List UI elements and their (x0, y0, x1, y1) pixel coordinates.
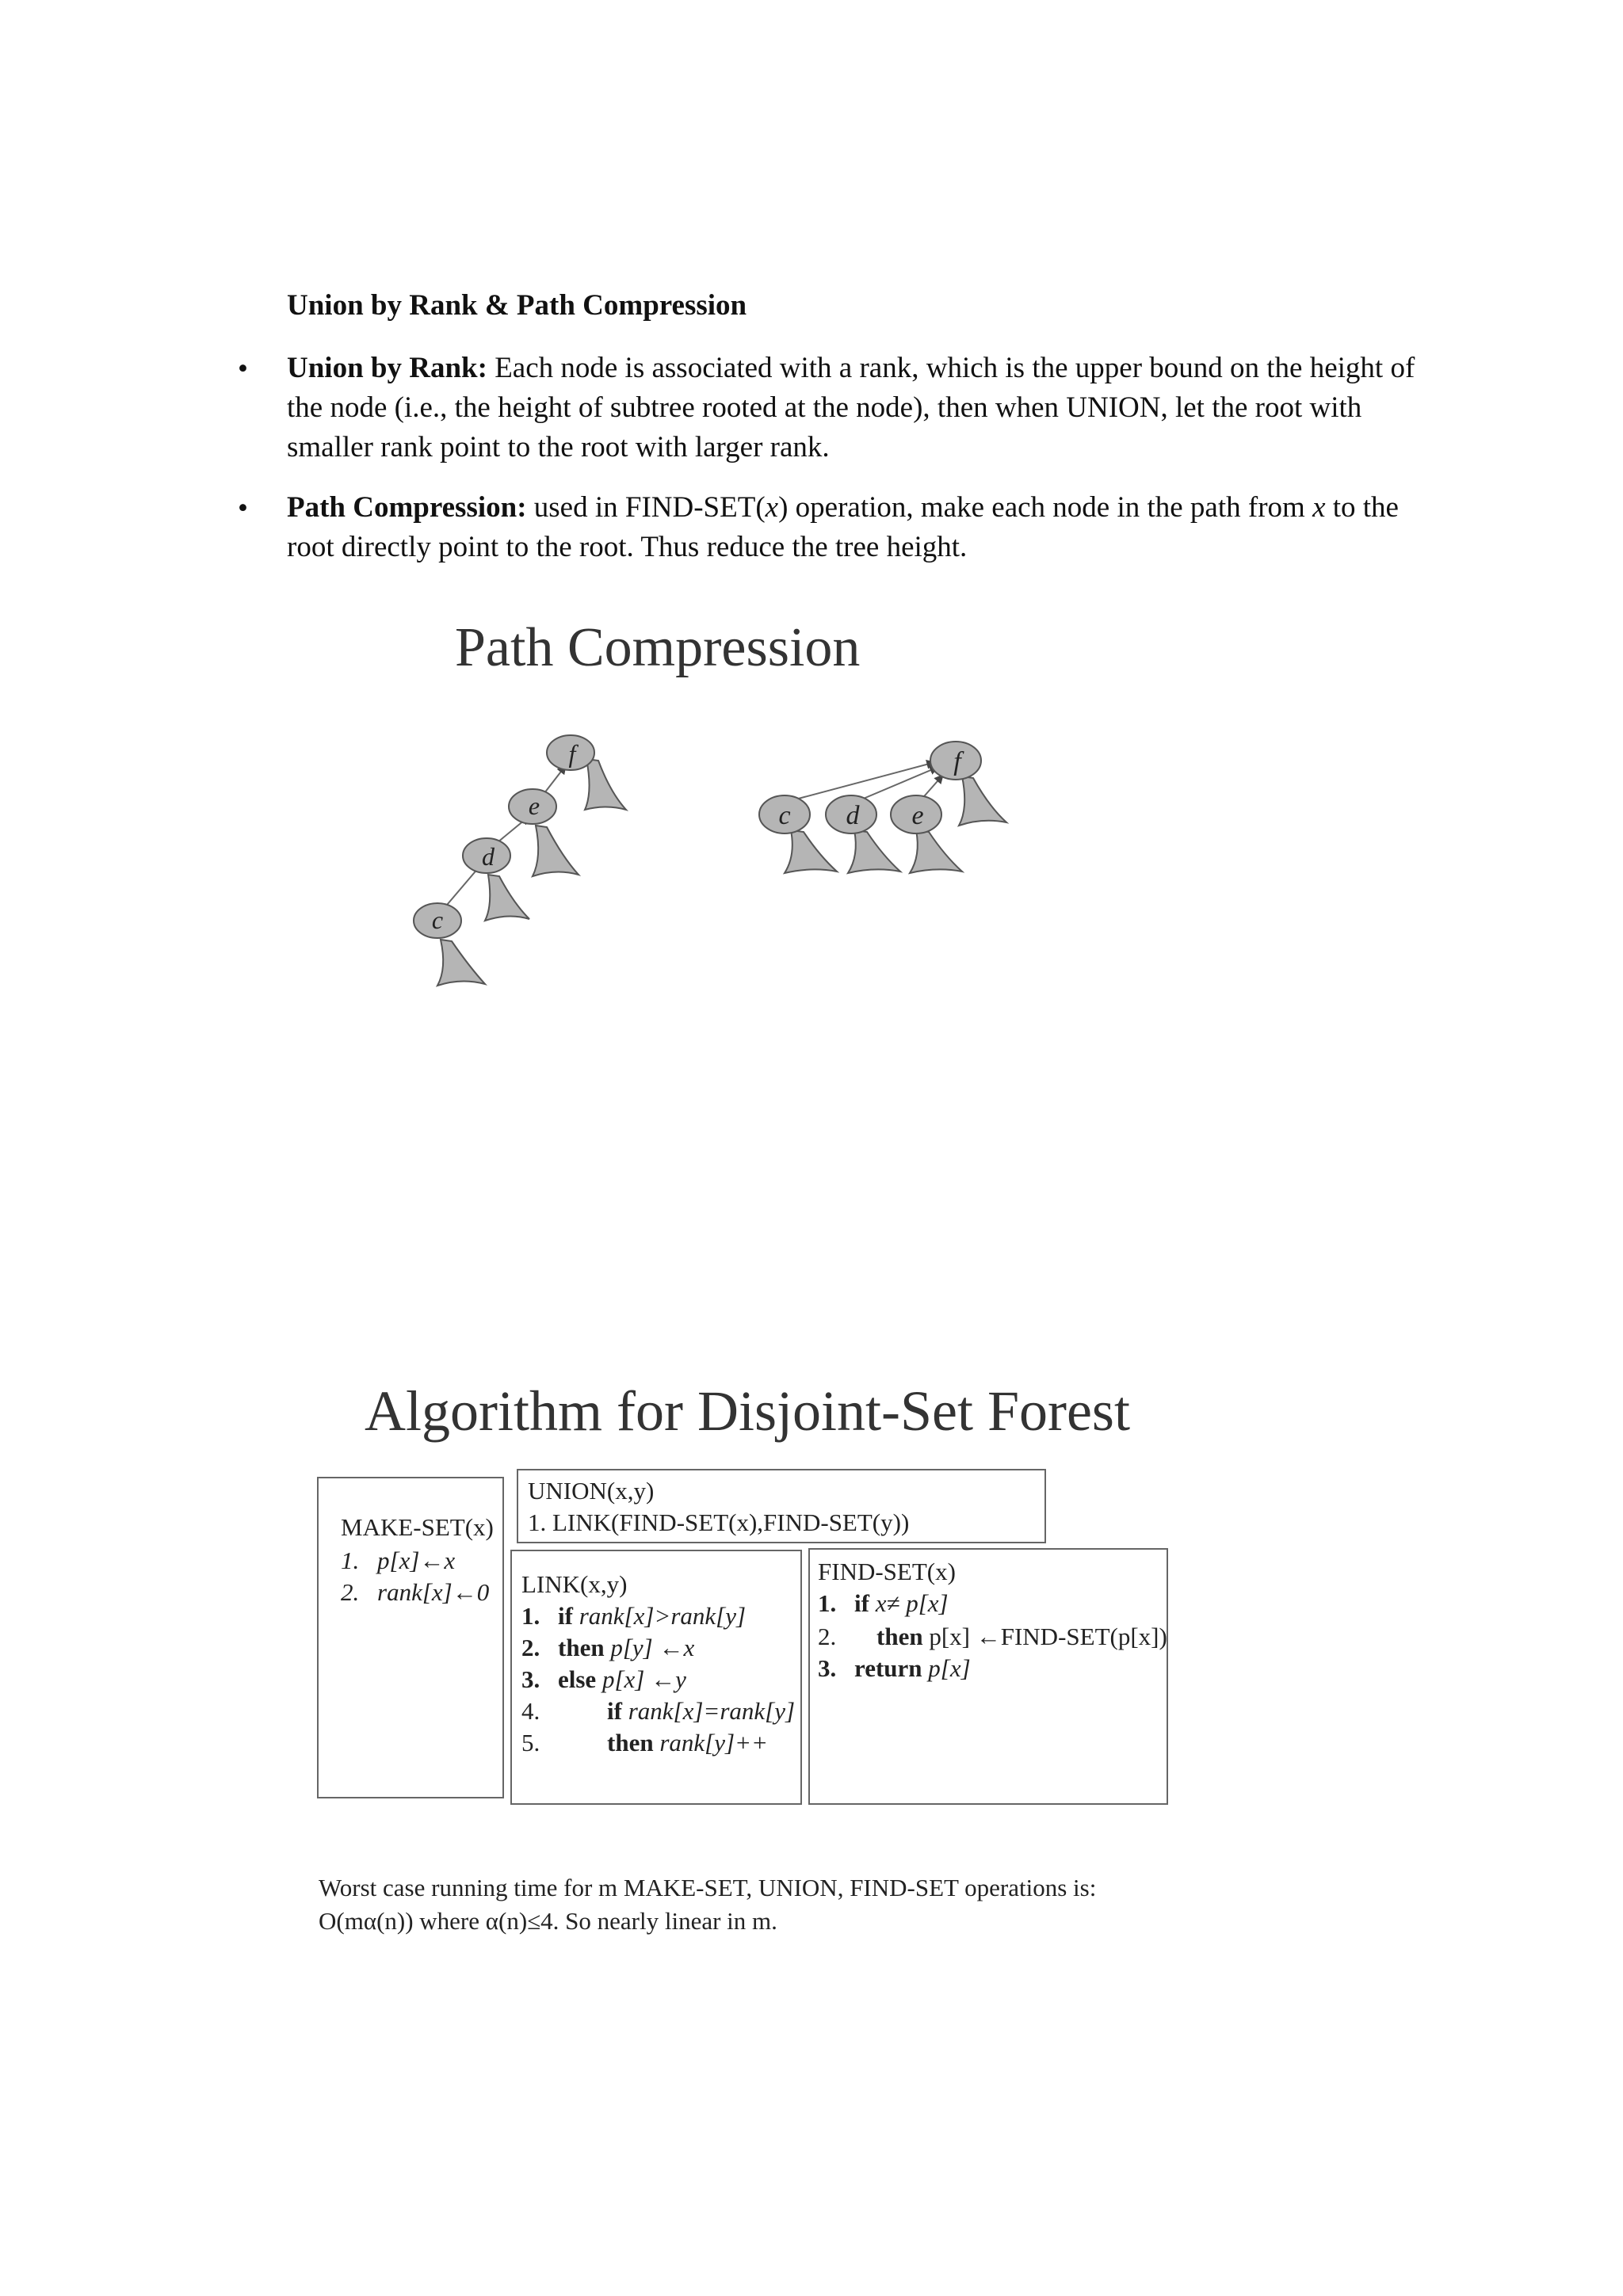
keyword: if (558, 1602, 573, 1630)
line-text: x≠ p[x] (869, 1589, 949, 1617)
before-tree (414, 735, 626, 986)
find-set-header: FIND-SET(x) (818, 1558, 956, 1585)
bullet-text: Each node is associated with a rank, which is the upper bound on the height of the node (i.e., the height of subtree rooted at the node), then when UNION, let the root with smaller rank point to the root with larger rank. (287, 352, 1415, 463)
subtree-triangle-f (585, 759, 626, 810)
keyword: then (607, 1729, 654, 1756)
line-number: 1. (818, 1589, 837, 1617)
node-label: c (778, 801, 791, 830)
union-header: UNION(x,y) (528, 1477, 655, 1505)
line-text: rank[x]>rank[y] (572, 1602, 747, 1630)
line-number: 5. (521, 1729, 540, 1756)
line-text: p[x] ←y (596, 1665, 686, 1693)
line-number: 1. (341, 1547, 360, 1574)
keyword: return (854, 1654, 922, 1682)
subtree-triangle-c (785, 830, 837, 873)
line-text: p[x] (922, 1654, 971, 1682)
make-set-line-1 (341, 1545, 455, 1577)
worst-case-line-2: O(mα(n)) where α(n)≤4. So nearly linear in m. (319, 1907, 777, 1935)
section-heading: Union by Rank & Path Compression (287, 289, 747, 322)
node-label: d (482, 842, 495, 871)
line-text: p[y] ←x (604, 1634, 695, 1661)
line-text: p[x] ←FIND-SET(p[x]) (922, 1623, 1167, 1650)
node-label: f (953, 747, 961, 776)
line-text: p[x]←x (377, 1547, 456, 1574)
subtree-triangle-e (910, 830, 962, 873)
bullet-lead: Union by Rank: (287, 352, 487, 384)
subtree-triangle-f (959, 776, 1006, 826)
find-set-line-1 (818, 1588, 949, 1619)
var-x: x (1312, 491, 1326, 524)
subtree-triangle-d (848, 830, 900, 873)
bullet-marker: • (238, 353, 248, 385)
make-set-line-2 (341, 1577, 489, 1608)
node-label: e (911, 801, 924, 830)
after-tree (759, 742, 1006, 873)
link-line-5 (521, 1727, 768, 1759)
subtree-triangle-d (485, 875, 529, 921)
keyword: else (558, 1665, 597, 1693)
keyword: then (876, 1623, 923, 1650)
keyword: if (607, 1697, 622, 1725)
line-number: 2. (341, 1578, 360, 1606)
link-line-1 (521, 1600, 746, 1632)
make-set-box (317, 1477, 504, 1798)
union-line-1: 1. LINK(FIND-SET(x),FIND-SET(y)) (528, 1508, 910, 1536)
bullet-marker: • (238, 492, 248, 524)
line-number: 3. (521, 1665, 540, 1693)
bullet-lead: Path Compression: (287, 491, 527, 524)
keyword: if (854, 1589, 869, 1617)
link-box (510, 1550, 802, 1805)
node-label: d (846, 801, 860, 830)
find-set-line-2 (818, 1621, 1167, 1653)
node-label: f (568, 739, 576, 768)
link-line-2 (521, 1632, 694, 1664)
link-line-4 (521, 1695, 795, 1727)
line-text: rank[x]←0 (377, 1578, 490, 1606)
algorithm-title: Algorithm for Disjoint-Set Forest (365, 1379, 1130, 1443)
path-compression-title: Path Compression (455, 617, 861, 678)
worst-case-line-1: Worst case running time for m MAKE-SET, UNION, FIND-SET operations is: (319, 1874, 1097, 1901)
node-label: e (528, 791, 540, 820)
union-box (517, 1469, 1046, 1543)
line-number: 2. (818, 1623, 837, 1650)
edge-c-f (792, 762, 935, 800)
keyword: then (558, 1634, 605, 1661)
var-x: x (765, 491, 779, 524)
line-text: rank[y]++ (653, 1729, 768, 1756)
bullet-text: to the root directly point to the root. Thus reduce the tree height. (287, 491, 1399, 563)
subtree-triangle-e (533, 826, 579, 876)
bullet-text: used in FIND-SET( (526, 491, 766, 524)
link-line-3 (521, 1664, 686, 1695)
node-label: c (431, 906, 444, 934)
make-set-header: MAKE-SET(x) (341, 1513, 494, 1541)
find-set-box (808, 1548, 1168, 1805)
bullet-text: ) operation, make each node in the path from (778, 491, 1313, 524)
line-number: 4. (521, 1697, 540, 1725)
find-set-line-3 (818, 1653, 971, 1684)
line-number: 3. (818, 1654, 837, 1682)
line-number: 1. (521, 1602, 540, 1630)
subtree-triangle-c (437, 940, 485, 986)
link-header: LINK(x,y) (521, 1570, 628, 1598)
line-text: rank[x]=rank[y] (621, 1697, 796, 1725)
line-number: 2. (521, 1634, 540, 1661)
